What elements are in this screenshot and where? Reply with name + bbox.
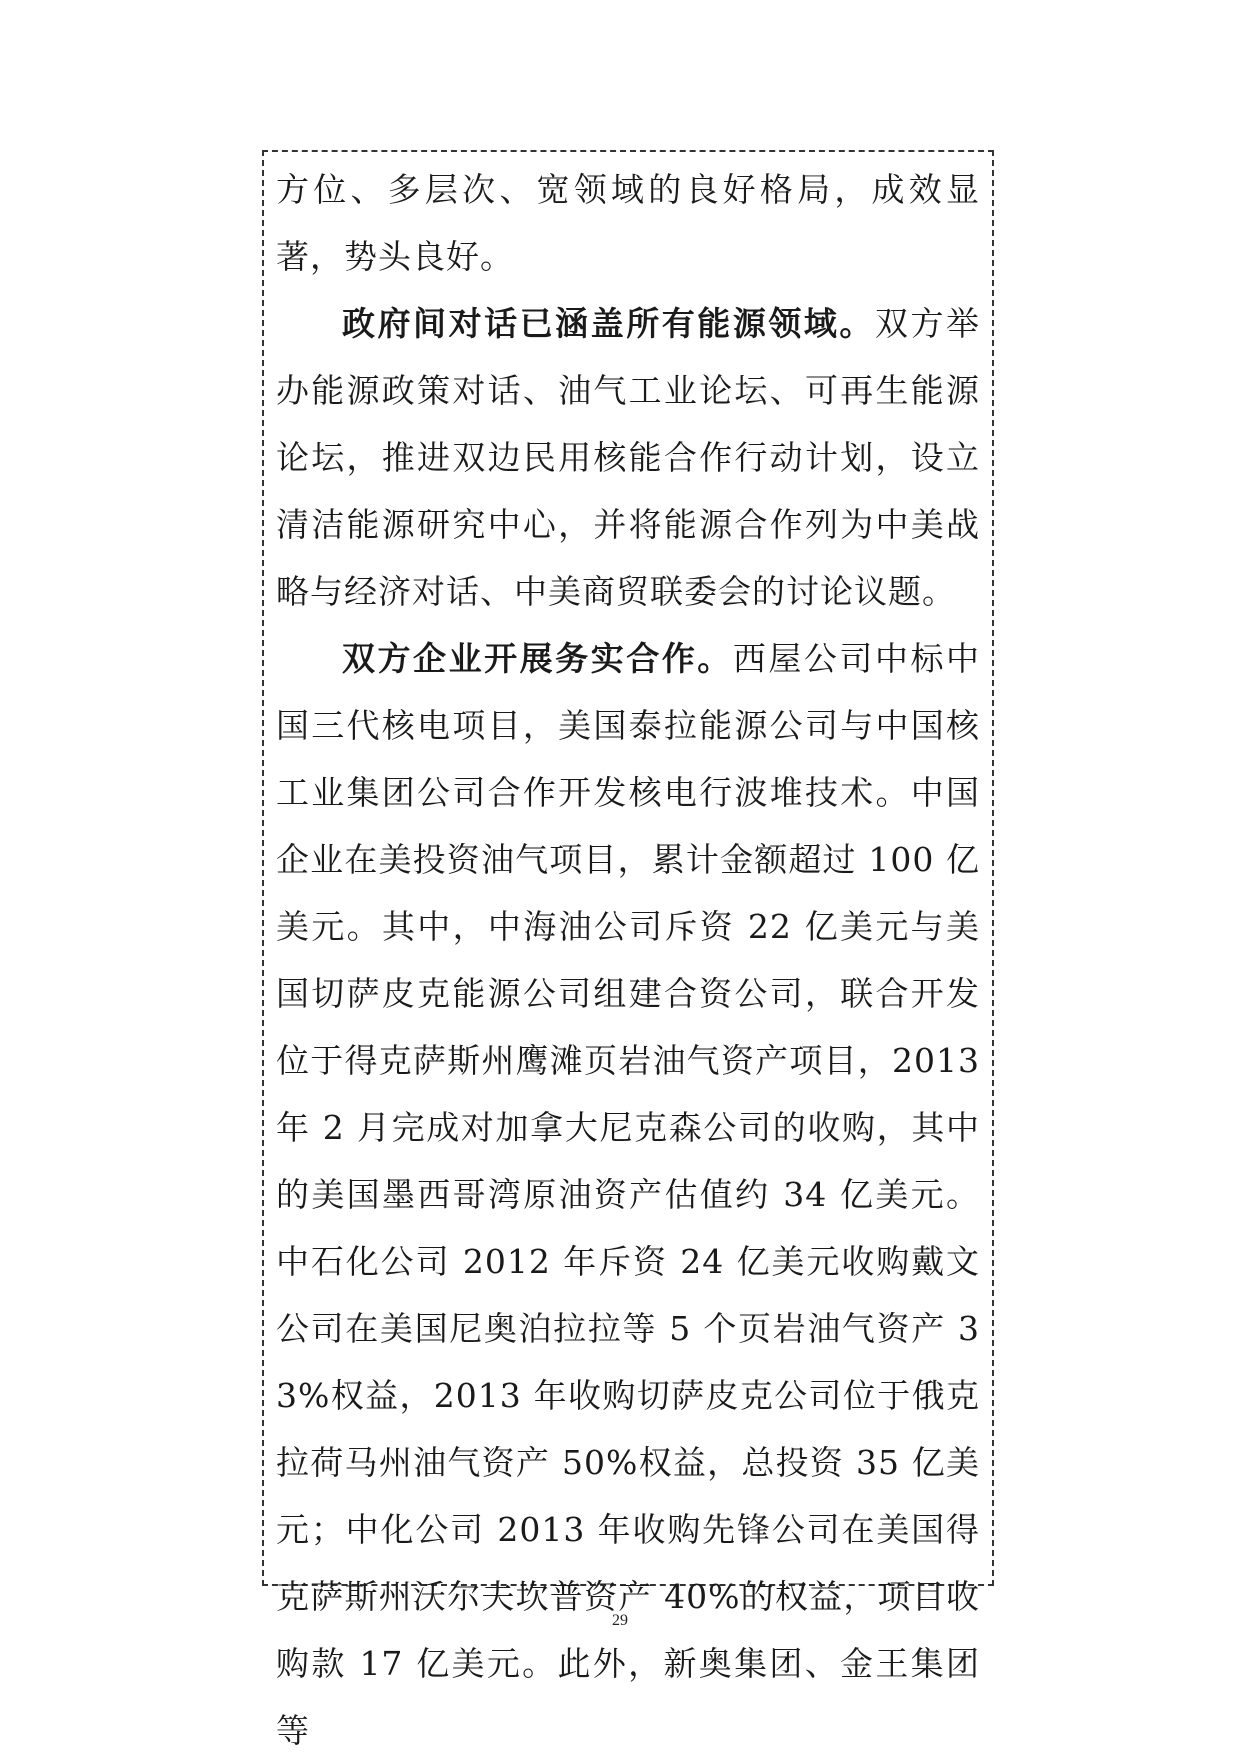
paragraph-lead: 双方企业开展务实合作。 (342, 639, 733, 678)
paragraph-government-dialogue (276, 290, 980, 625)
paragraph-text: 方位、多层次、宽领域的良好格局，成效显著，势头良好。 (276, 170, 980, 276)
paragraph-continuation (276, 156, 980, 290)
paragraph-lead: 政府间对话已涵盖所有能源领域。 (342, 304, 875, 343)
page-number: 29 (612, 1612, 628, 1629)
paragraph-text: 西屋公司中标中国三代核电项目，美国泰拉能源公司与中国核工业集团公司合作开发核电行波堆技术。中国企业在美投资油气项目，累计金额超过 100 亿美元。其中，中海油公司斥资 22 亿美元与美国切萨皮克能源公司组建合资公司，联合开发位于得克萨斯州鹰滩页岩油气资产项目，2013 年 2 月完成对加拿大尼克森公司的收购，其中的美国墨西哥湾原油资产估值约 34 亿美元。中石化公司 2012 年斥资 24 亿美元收购戴文公司在美国尼奥泊拉拉等 5 个页岩油气资产 33%权益，2013 年收购切萨皮克公司位于俄克拉荷马州油气资产 50%权益，总投资 35 亿美元；中化公司 2013 年收购先锋公司在美国得克萨斯州沃尔夫坎普资产 40%的权益，项目收购款 17 亿美元。此外，新奥集团、金王集团等 (276, 639, 981, 1750)
paragraph-text: 双方举办能源政策对话、油气工业论坛、可再生能源论坛，推进双边民用核能合作行动计划，设立清洁能源研究中心，并将能源合作列为中美战略与经济对话、中美商贸联委会的讨论议题。 (276, 304, 981, 611)
paragraph-enterprise-cooperation (276, 625, 980, 1764)
